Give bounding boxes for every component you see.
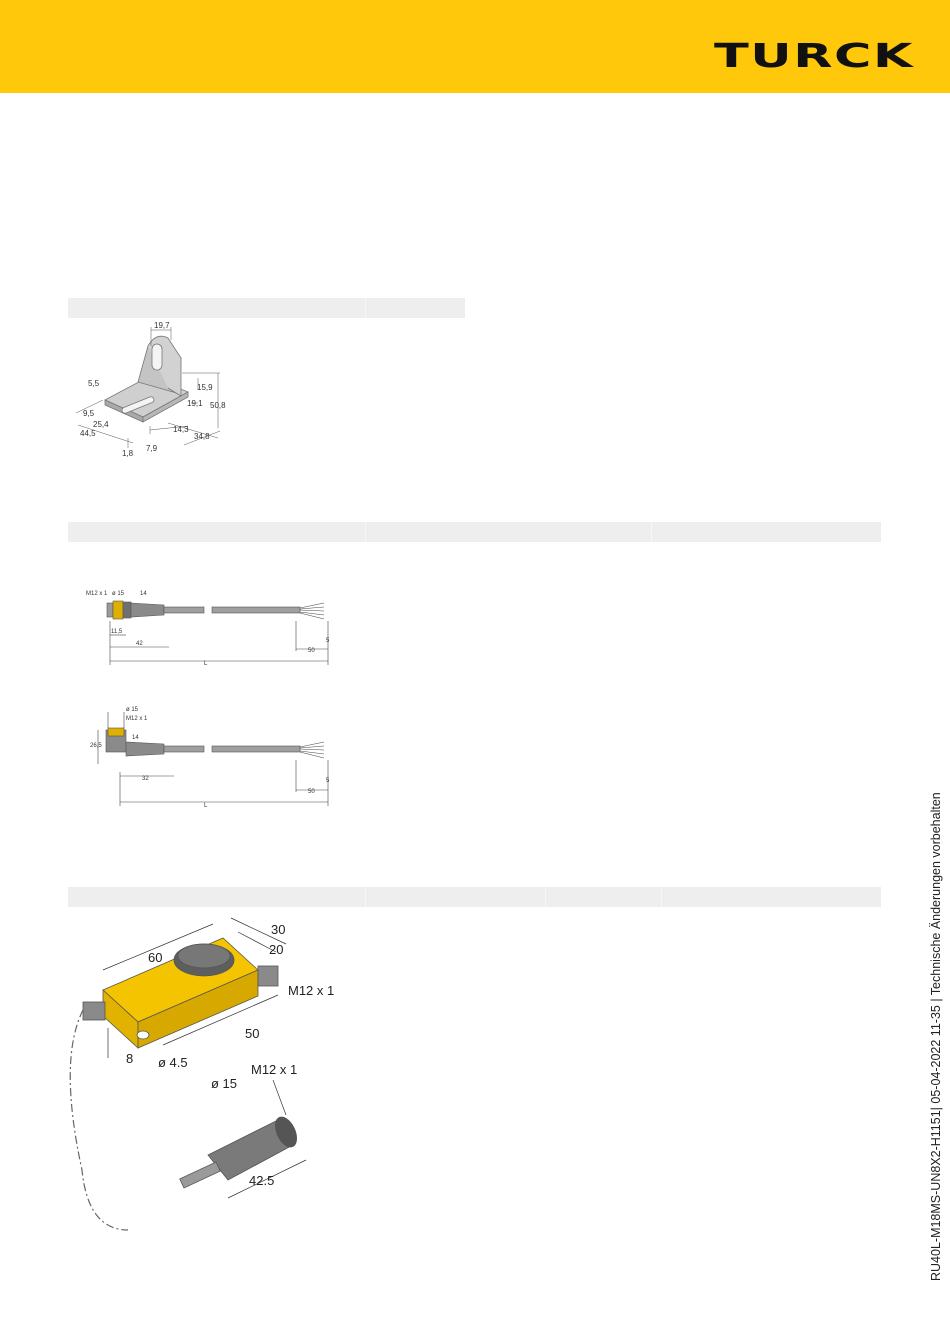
cable-angled-dim-3: 26,5 bbox=[90, 743, 102, 749]
cable-straight-dim-2: ø 15 bbox=[112, 591, 125, 597]
actuator-drawing bbox=[68, 910, 378, 1240]
straight-cable-drawing bbox=[84, 585, 344, 670]
cable-straight-dim-7: 50 bbox=[308, 648, 315, 654]
angled-cable-drawing bbox=[84, 700, 344, 810]
bracket-dim-11: 1,8 bbox=[122, 449, 134, 458]
cable-angled-dim-4: 14 bbox=[132, 735, 139, 741]
bracket-dim-9: 44,5 bbox=[80, 429, 96, 438]
actuator-dim-20: 20 bbox=[269, 942, 284, 957]
cable-angled-dim-2: M12 x 1 bbox=[126, 716, 148, 722]
cable-straight-dim-8: L bbox=[204, 661, 208, 667]
cable-straight-dim-4: 11,5 bbox=[111, 629, 123, 635]
header-bar bbox=[0, 0, 950, 93]
cable-angled-dim-7: 50 bbox=[308, 789, 315, 795]
actuator-dim-m12-connector: M12 x 1 bbox=[251, 1062, 298, 1077]
bracket-dim-2: 5,5 bbox=[88, 379, 100, 388]
section-bar-actuator bbox=[68, 887, 881, 907]
bracket-dim-10: 34,8 bbox=[194, 432, 210, 441]
cable-straight-dim-5: 42 bbox=[136, 641, 143, 647]
turck-logo bbox=[713, 42, 915, 70]
brand-logo-text: TURCK bbox=[714, 42, 915, 70]
side-note: RU40L-M18MS-UN8X2-H1151| 05-04-2022 11-35 | Technische Änderungen vorbehalten bbox=[929, 792, 943, 1281]
actuator-dim-60: 60 bbox=[148, 950, 163, 965]
bracket-dim-8: 14,3 bbox=[173, 425, 189, 434]
actuator-dim-50: 50 bbox=[245, 1026, 260, 1041]
actuator-dim-8: 8 bbox=[126, 1051, 134, 1066]
actuator-dim-30: 30 bbox=[271, 922, 286, 937]
bracket-dim-3: 15,9 bbox=[197, 383, 213, 392]
bracket-dim-12: 7,9 bbox=[146, 444, 158, 453]
bracket-dim-4: 50,8 bbox=[210, 401, 226, 410]
cable-straight-dim-3: 14 bbox=[140, 591, 147, 597]
actuator-dim-m12-housing: M12 x 1 bbox=[288, 983, 335, 998]
cable-angled-dim-1: ø 15 bbox=[126, 707, 139, 713]
bracket-dim-7: 25,4 bbox=[93, 420, 109, 429]
cable-angled-dim-5: 32 bbox=[142, 776, 149, 782]
section-bar-cables bbox=[68, 522, 881, 542]
actuator-dim-42-5: 42.5 bbox=[249, 1173, 275, 1188]
bracket-dim-6: 9,5 bbox=[83, 409, 95, 418]
bracket-dim-1: 19,7 bbox=[154, 321, 170, 330]
mounting-bracket-drawing bbox=[68, 318, 248, 463]
cable-straight-dim-1: M12 x 1 bbox=[86, 591, 108, 597]
actuator-dim-15: ø 15 bbox=[211, 1076, 238, 1091]
cable-angled-dim-8: L bbox=[204, 803, 208, 809]
cable-angled-dim-6: 5 bbox=[326, 778, 330, 784]
cable-straight-dim-6: 5 bbox=[326, 638, 330, 644]
bracket-dim-5: 19,1 bbox=[187, 399, 203, 408]
section-bar-mounting bbox=[68, 298, 465, 318]
actuator-dim-4-5: ø 4.5 bbox=[158, 1055, 188, 1070]
